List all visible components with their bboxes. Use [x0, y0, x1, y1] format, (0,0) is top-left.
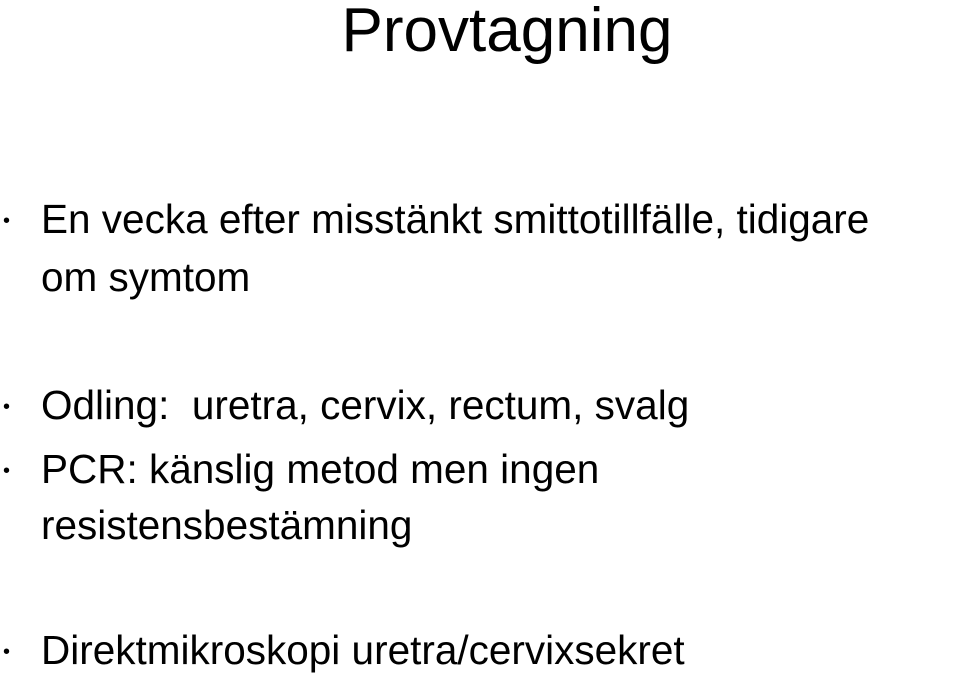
bullet-text-line: resistensbestämning: [41, 502, 413, 548]
bullet-icon: •: [3, 210, 11, 232]
bullet-icon: •: [3, 641, 11, 663]
bullet-text-line: om symtom: [41, 254, 251, 300]
slide-title: Provtagning: [341, 0, 673, 65]
bullet-icon: •: [3, 396, 11, 418]
bullet-text-line: En vecka efter misstänkt smittotillfälle, tidigare: [41, 196, 870, 242]
bullet-text-line: PCR: känslig metod men ingen: [41, 446, 600, 492]
bullet-icon: •: [3, 460, 11, 482]
bullet-text-line: Direktmikroskopi uretra/cervixsekret: [41, 627, 685, 673]
bullet-text-line: Odling: uretra, cervix, rectum, svalg: [41, 382, 690, 428]
